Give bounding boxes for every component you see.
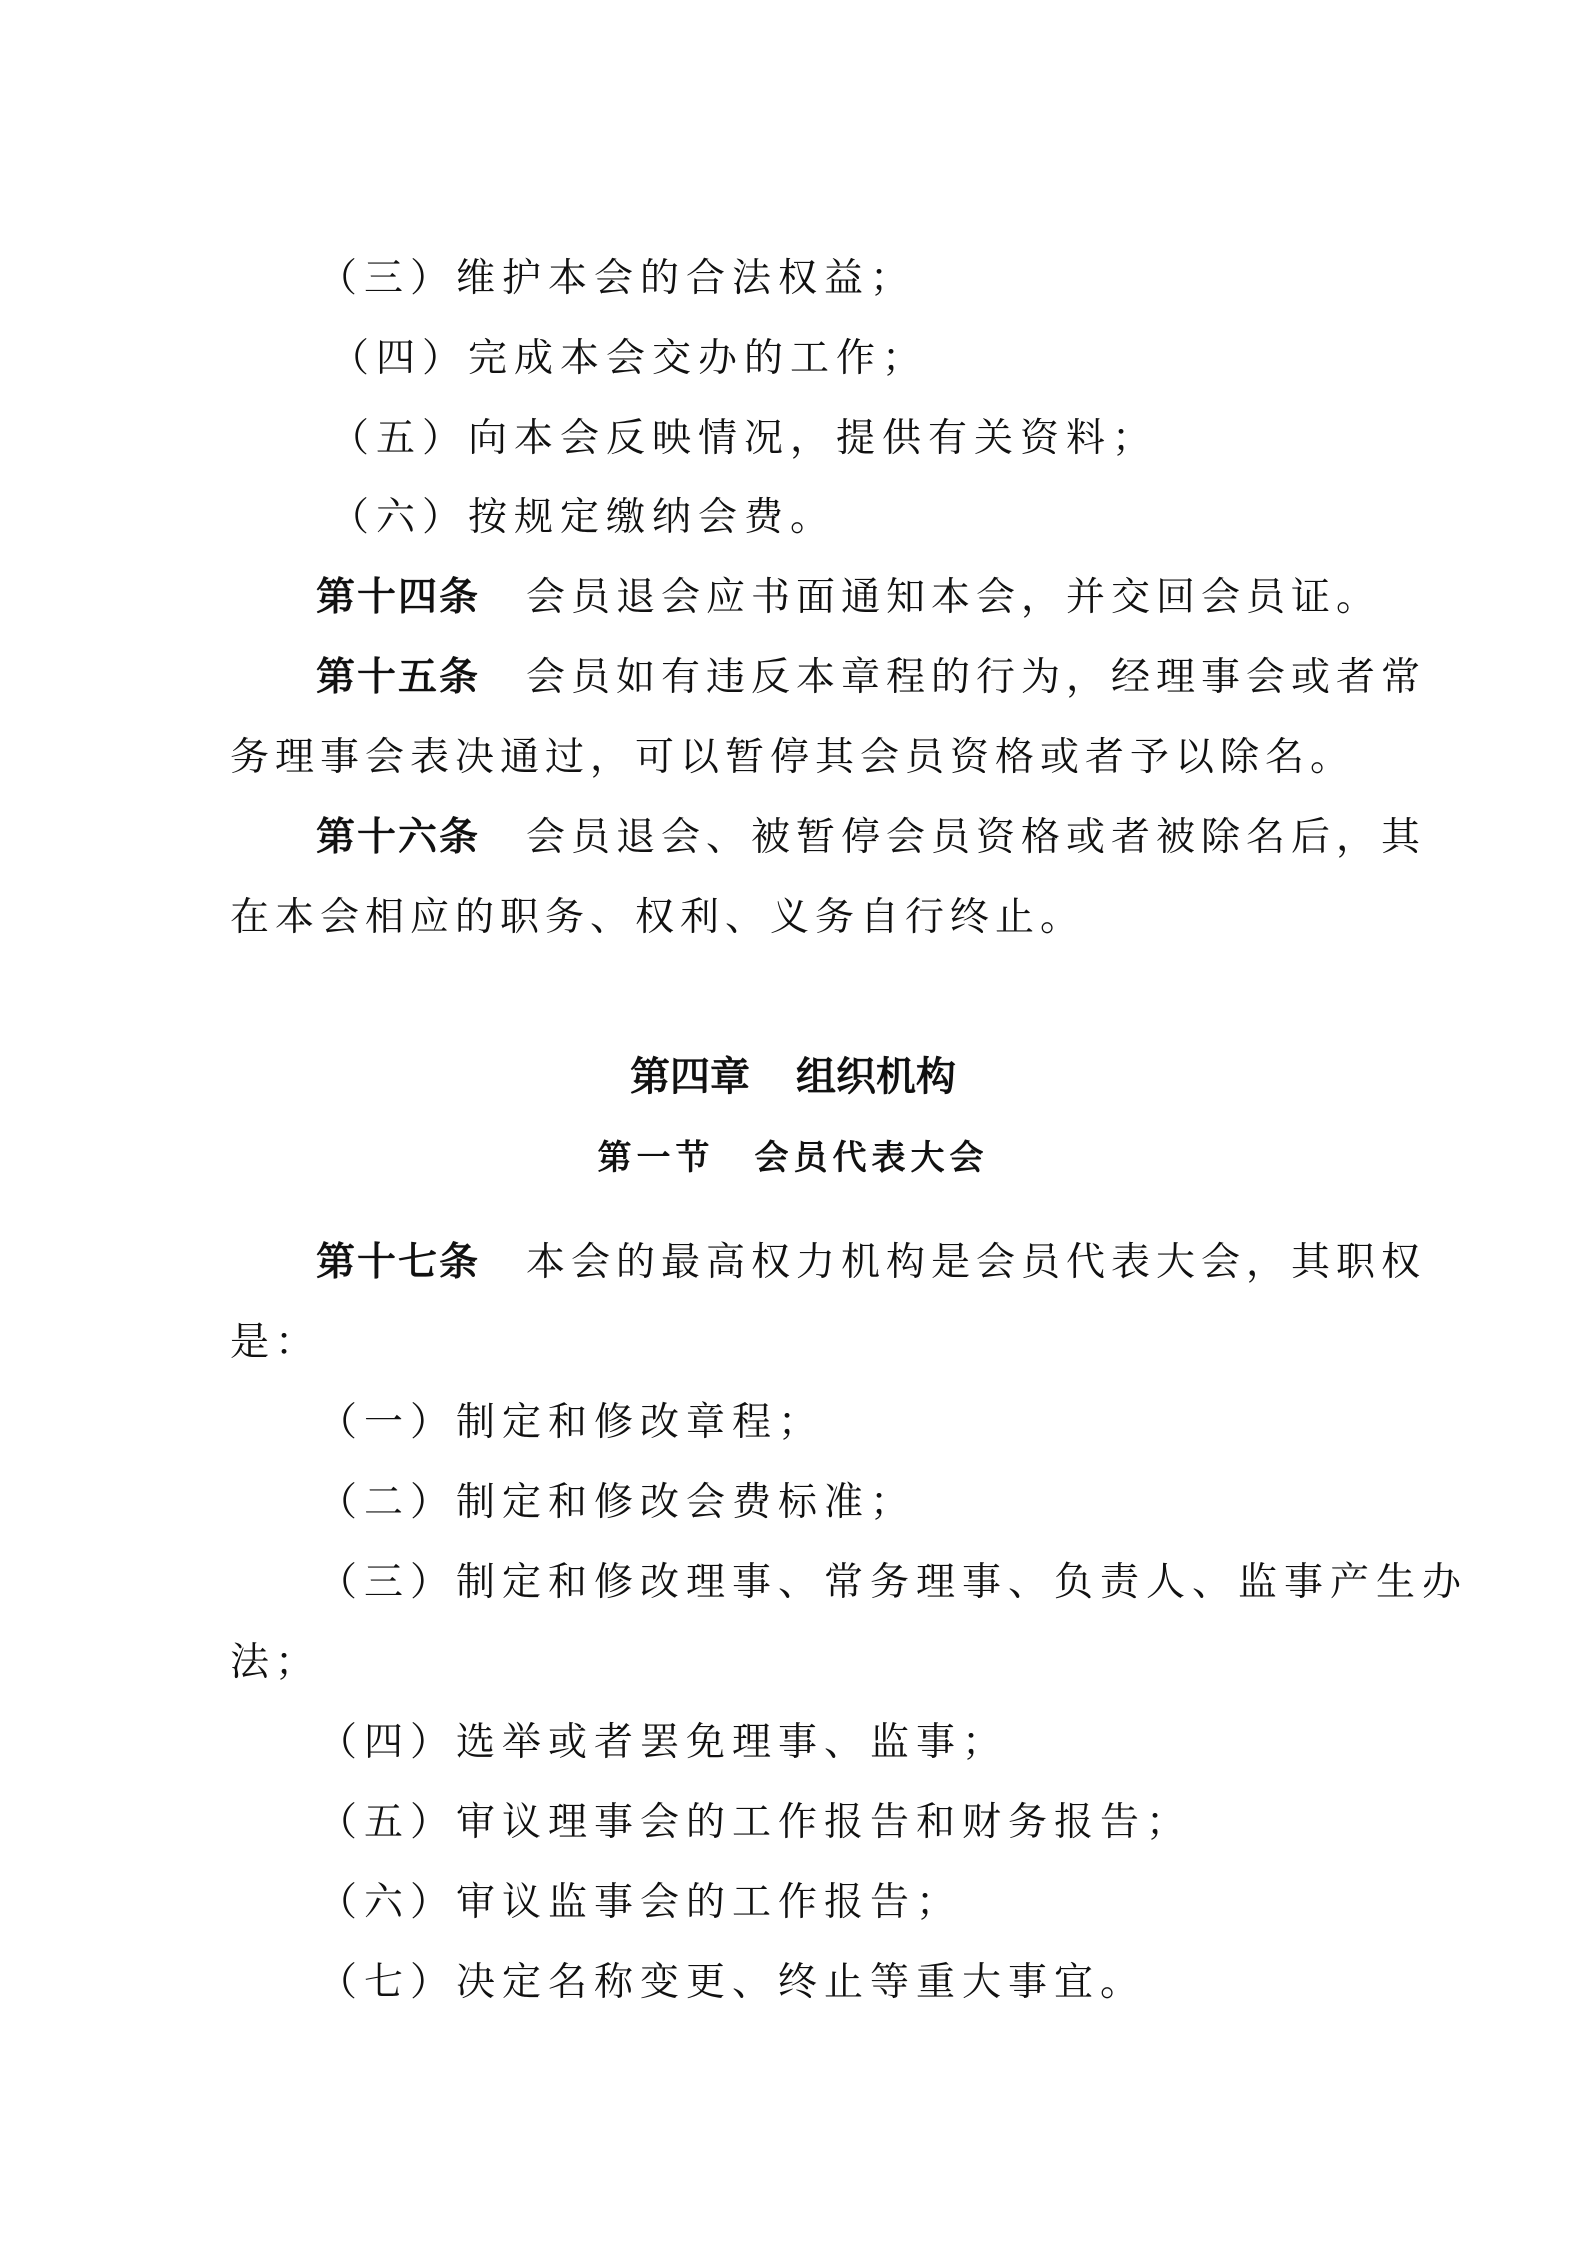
- article-text: 会员退会、被暂停会员资格或者被除名后，其: [526, 815, 1427, 860]
- list-item: （四）完成本会交办的工作；: [330, 336, 929, 381]
- section-heading: [0, 1133, 1586, 1183]
- article-continuation: 务理事会表决通过，可以暂停其会员资格或者予以除名。: [230, 735, 1356, 780]
- list-item: （二）制定和修改会费标准；: [318, 1480, 917, 1525]
- article-label: 第十四条: [316, 575, 481, 620]
- article-text: 会员退会应书面通知本会，并交回会员证。: [526, 575, 1382, 620]
- section-title: 会员代表大会: [754, 1138, 989, 1178]
- list-item-continuation: 法；: [230, 1640, 321, 1685]
- list-item: （五）向本会反映情况，提供有关资料；: [330, 416, 1159, 461]
- article-label: 第十五条: [316, 655, 481, 700]
- article-14: [316, 572, 1381, 624]
- list-item: （七）决定名称变更、终止等重大事宜。: [318, 1960, 1147, 2005]
- article-text: 会员如有违反本章程的行为，经理事会或者常: [526, 655, 1427, 700]
- article-continuation: 是：: [230, 1320, 321, 1365]
- list-item: （三）维护本会的合法权益；: [318, 256, 917, 301]
- list-item: （六）审议监事会的工作报告；: [318, 1880, 963, 1925]
- list-item: （六）按规定缴纳会费。: [330, 495, 837, 540]
- list-item: （三）制定和修改理事、常务理事、负责人、监事产生办: [318, 1560, 1469, 1605]
- article-label: 第十七条: [316, 1240, 481, 1285]
- section-label: 第一节: [597, 1138, 715, 1178]
- article-17: [316, 1237, 1426, 1289]
- article-continuation: 在本会相应的职务、权利、义务自行终止。: [230, 895, 1086, 940]
- chapter-label: 第四章: [630, 1054, 750, 1100]
- list-item: （五）审议理事会的工作报告和财务报告；: [318, 1800, 1193, 1845]
- article-15: [316, 652, 1426, 704]
- article-16: [316, 812, 1426, 864]
- list-item: （四）选举或者罢免理事、监事；: [318, 1720, 1009, 1765]
- chapter-title: 组织机构: [796, 1054, 956, 1100]
- article-label: 第十六条: [316, 815, 481, 860]
- chapter-heading: [0, 1050, 1586, 1104]
- article-text: 本会的最高权力机构是会员代表大会，其职权: [526, 1240, 1427, 1285]
- list-item: （一）制定和修改章程；: [318, 1400, 825, 1445]
